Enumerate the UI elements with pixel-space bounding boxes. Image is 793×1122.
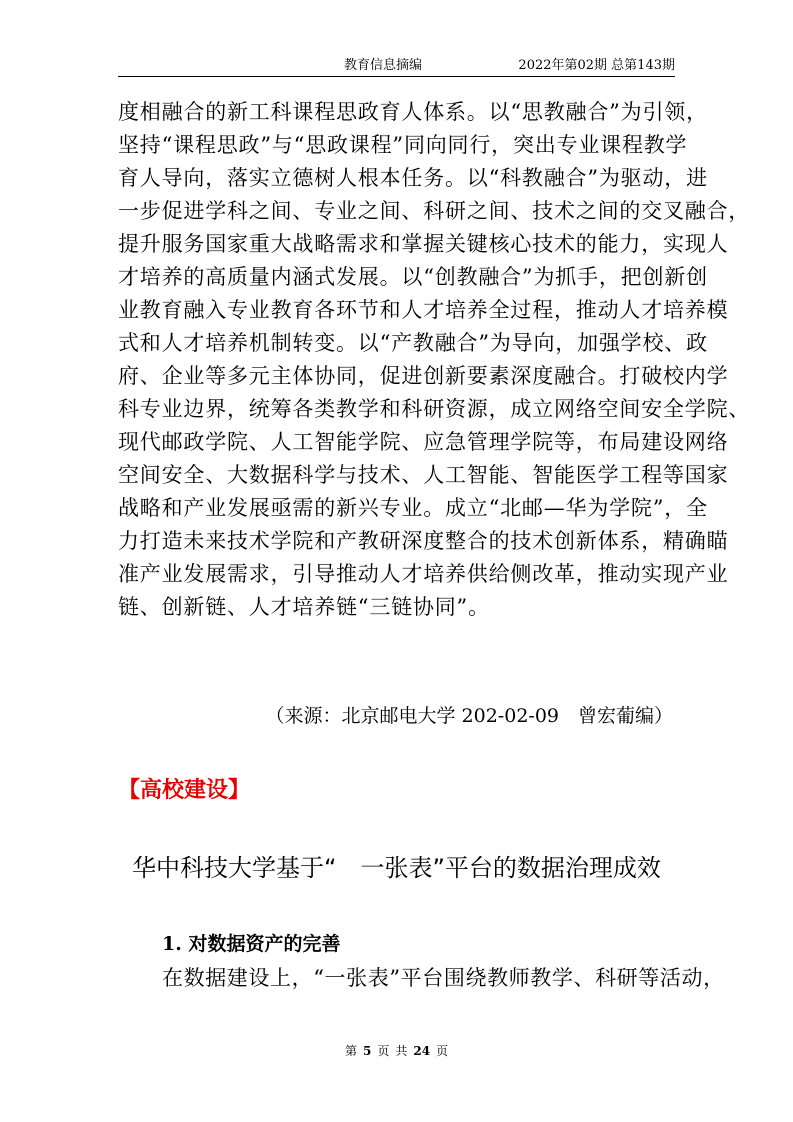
page-footer [0, 1042, 793, 1059]
body-line: 府、企业等多元主体协同，促进创新要素深度融合。打破校内学 [118, 364, 729, 388]
article-title: 华中科技大学基于“ 一张表”平台的数据治理成效 [132, 854, 661, 882]
body-line: 链、创新链、人才培养链“三链协同”。 [118, 595, 490, 619]
body-line: 式和人才培养机制转变。以“产教融合”为导向，加强学校、政 [118, 331, 708, 355]
body-line: 科专业边界，统筹各类教学和科研资源，成立网络空间安全学院、 [118, 397, 751, 421]
body-line: 度相融合的新工科课程思政育人体系。以“思教融合”为引领， [118, 100, 708, 124]
body-line: 一步促进学科之间、专业之间、科研之间、技术之间的交叉融合， [118, 199, 751, 223]
body-text [118, 96, 751, 624]
issue-number: 2022年第02期 总第143期 [518, 58, 675, 73]
body-line: 现代邮政学院、人工智能学院、应急管理学院等，布局建设网络 [118, 430, 729, 454]
page-header [118, 42, 675, 74]
article-paragraph: 在数据建设上，“一张表”平台围绕教师教学、科研等活动， [162, 966, 725, 990]
body-line: 坚持“课程思政”与“思政课程”同向同行，突出专业课程教学 [118, 133, 688, 157]
footer-page-label: 第 [344, 1044, 357, 1058]
article-subhead: 1. 对数据资产的完善 [162, 933, 341, 955]
body-line: 育人导向，落实立德树人根本任务。以“科教融合”为驱动，进 [118, 166, 708, 190]
header-divider [118, 76, 675, 77]
body-line: 力打造未来技术学院和产教研深度整合的技术创新体系，精确瞄 [118, 529, 729, 553]
body-line: 战略和产业发展亟需的新兴专业。成立“北邮—华为学院”，全 [118, 496, 708, 520]
body-line: 业教育融入专业教育各环节和人才培养全过程，推动人才培养模 [118, 298, 729, 322]
footer-total-number: 24 [413, 1044, 431, 1058]
footer-page-number: 5 [362, 1044, 372, 1058]
body-line: 才培养的高质量内涵式发展。以“创教融合”为抓手，把创新创 [118, 265, 708, 289]
footer-total-unit: 页 [436, 1044, 449, 1058]
body-line: 准产业发展需求，引导推动人才培养供给侧改革，推动实现产业 [118, 562, 729, 586]
section-tag: 【高校建设】 [118, 778, 251, 803]
footer-total-label: 共 [395, 1044, 408, 1058]
source-citation: （来源：北京邮电大学 202-02-09 曾宏葡编） [265, 705, 673, 727]
footer-page-unit: 页 [377, 1044, 390, 1058]
publication-name: 教育信息摘编 [344, 58, 423, 73]
body-line: 提升服务国家重大战略需求和掌握关键核心技术的能力，实现人 [118, 232, 729, 256]
body-line: 空间安全、大数据科学与技术、人工智能、智能医学工程等国家 [118, 463, 729, 487]
